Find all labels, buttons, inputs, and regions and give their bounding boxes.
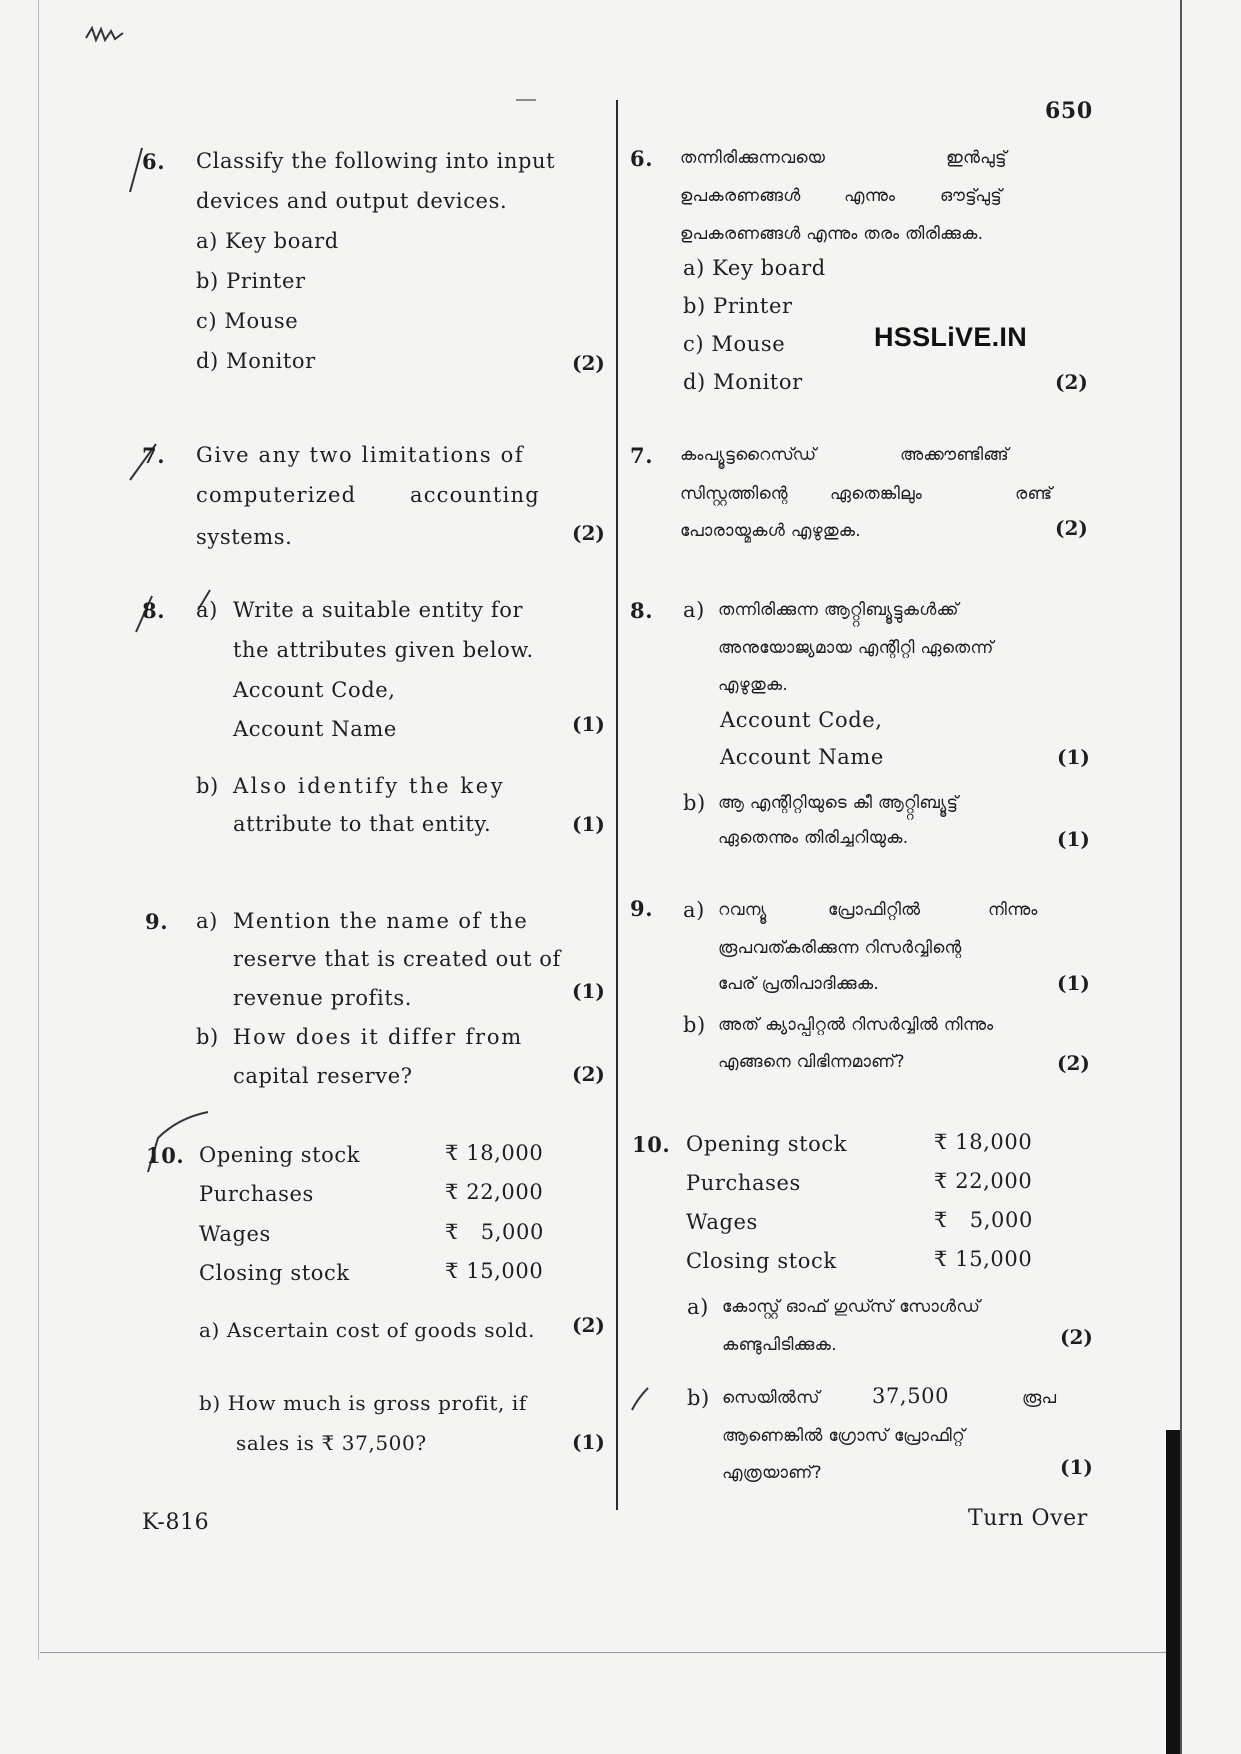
q7-text-line2a: computerized [196,483,357,507]
ml-q10-row3-amount: ₹ 5,000 [934,1208,1033,1232]
q7-text-line3: systems. [196,525,293,549]
q10b-text-line1: b) How much is gross profit, if [199,1391,527,1415]
ml-q8a-marks: (1) [1057,745,1090,769]
ml-q10-row2-amount: ₹ 22,000 [934,1169,1033,1193]
ml-q6-option-d: d) Monitor [683,370,803,394]
q10-row3-amount: ₹ 5,000 [445,1220,544,1244]
ml-q9a-marks: (1) [1057,971,1090,995]
ml-q9a-line1a: റവന്യൂ [718,900,767,920]
q10a-text: a) Ascertain cost of goods sold. [199,1318,536,1342]
q10b-text-line2: sales is ₹ 37,500? [236,1431,427,1455]
q9b-text-line1: How does it differ from [233,1025,524,1049]
q9b-text-line2: capital reserve? [233,1064,413,1088]
q10-row2-item: Purchases [199,1182,314,1206]
tick-q6-icon [130,148,142,192]
ml-q9b-marks: (2) [1057,1051,1090,1075]
ml-q7-line2c: രണ്ട് [1015,484,1053,504]
ml-q7-number: 7. [630,443,654,468]
q7-marks: (2) [572,521,605,545]
ml-q6-line2b: എന്നും [844,186,896,206]
q8b-label: b) [196,774,219,798]
ml-q8a-line2: അനുയോജ്യമായ എന്റിറ്റി ഏതെന്ന് [718,638,994,658]
footer-turn-over: Turn Over [968,1506,1088,1531]
q8b-text-line1: Also identify the key [233,774,506,798]
ml-q8a-label: a) [683,598,705,622]
ml-q6-line2c: ഔട്ട്പുട്ട് [940,186,1003,206]
ml-q9a-line1c: നിന്നും [988,900,1038,920]
ml-q8b-line1: ആ എന്റിറ്റിയുടെ കീ ആറ്റ്റിബ്യൂട്ട് [718,793,959,813]
ml-q8b-label: b) [683,791,706,815]
ml-q8a-line3: എഴുതുക. [718,675,789,695]
ml-q6-marks: (2) [1055,370,1088,394]
q10-number: 10. [146,1143,185,1168]
q9a-label: a) [196,909,218,933]
ml-q9b-line2: എങ്ങനെ വിഭിന്നമാണ്? [718,1052,905,1072]
ml-q7-line3: പോരായ്മകൾ എഴുതുക. [680,521,861,541]
ml-q10a-marks: (2) [1060,1325,1093,1349]
top-scribble-icon [86,28,123,40]
ml-q9b-line1: അത് ക്യാപ്പിറ്റൽ റിസർവ്വിൽ നിന്നും [718,1015,994,1035]
ml-q7-line2b: ഏതെങ്കിലും [830,484,923,504]
ml-q7-line1a: കംപ്യൂട്ടറൈസ്ഡ് [680,445,817,465]
q10-row1-amount: ₹ 18,000 [445,1141,544,1165]
q6-number: 6. [142,149,166,174]
q9a-text-line2: reserve that is created out of [233,947,561,971]
q9b-label: b) [196,1025,219,1049]
ml-q8-number: 8. [630,598,654,623]
ml-q8b-marks: (1) [1057,827,1090,851]
q10-row4-amount: ₹ 15,000 [445,1259,544,1283]
q6-text-line2: devices and output devices. [196,189,508,213]
ml-q6-line1a: തന്നിരിക്കുന്നവയെ [680,148,826,168]
q8a-text-line4: Account Name [233,717,397,741]
ml-q10-number: 10. [632,1132,671,1157]
ml-q6-line3: ഉപകരണങ്ങൾ എന്നും തരം തിരിക്കുക. [680,224,984,244]
ml-q9a-line1b: പ്രോഫിറ്റിൽ [828,900,921,920]
q10b-marks: (1) [572,1430,605,1454]
watermark-logo: HSSLiVE.IN [874,322,1028,352]
q6-option-a: a) Key board [196,229,339,253]
ml-q10b-line1b: 37,500 [872,1384,950,1408]
ml-q10-row1-amount: ₹ 18,000 [934,1130,1033,1154]
ml-q10-row2-item: Purchases [686,1171,801,1195]
ml-q10a-label: a) [687,1295,709,1319]
ml-q10-row4-item: Closing stock [686,1249,837,1273]
q9-number: 9. [145,909,169,934]
q7-number: 7. [142,443,166,468]
ml-q9b-label: b) [683,1013,706,1037]
q8a-text-line3: Account Code, [233,678,396,702]
ml-q6-option-a: a) Key board [683,256,826,280]
ml-q10a-line1: കോസ്റ്റ് ഓഫ് ഗുഡ്സ് സോൾഡ് [722,1297,981,1317]
ml-q9a-line3: പേര് പ്രതിപാദിക്കുക. [718,974,880,994]
q6-option-d: d) Monitor [196,349,316,373]
ml-q6-number: 6. [630,146,654,171]
q8-number: 8. [142,598,166,623]
q6-option-b: b) Printer [196,269,306,293]
ml-q10-row4-amount: ₹ 15,000 [934,1247,1033,1271]
ml-q10-row1-item: Opening stock [686,1132,848,1156]
q7-text-line2b: accounting [410,483,540,507]
q6-text-line1: Classify the following into input [196,149,556,173]
q9a-text-line3: revenue profits. [233,986,413,1010]
q7-text-line1: Give any two limitations of [196,443,525,467]
ml-q9-number: 9. [630,896,654,921]
q8a-text-line2: the attributes given below. [233,638,534,662]
ml-q6-option-c: c) Mouse [683,332,786,356]
ml-q6-line2a: ഉപകരണങ്ങൾ [680,186,801,206]
q10-row1-item: Opening stock [199,1143,361,1167]
ml-q10b-line2: ആണെങ്കിൽ ഗ്രോസ് പ്രോഫിറ്റ് [722,1426,966,1446]
ml-q10b-line1c: രൂപ [1022,1388,1057,1408]
ml-q7-line1b: അക്കൗണ്ടിങ്ങ് [900,445,1009,465]
ml-q7-line2a: സിസ്റ്റത്തിന്റെ [680,484,788,504]
footer-code: K-816 [142,1510,210,1535]
page-number: 650 [1045,98,1093,124]
ml-q9a-line2: രൂപവത്കരിക്കുന്ന റിസർവ്വിന്റെ [718,938,962,958]
q9b-marks: (2) [572,1062,605,1086]
ml-q9a-label: a) [683,898,705,922]
ml-q10b-label: b) [687,1386,710,1410]
ml-q10a-line2: കണ്ടുപിടിക്കുക. [722,1335,837,1355]
ml-q10-row3-item: Wages [686,1210,758,1234]
q10-row2-amount: ₹ 22,000 [445,1180,544,1204]
ml-q8a-line4: Account Code, [720,708,883,732]
q8a-marks: (1) [572,712,605,736]
q9a-marks: (1) [572,979,605,1003]
ml-q8a-line1: തന്നിരിക്കുന്ന ആറ്റ്റിബ്യൂട്ടുകൾക്ക് [718,600,959,620]
ml-q7-marks: (2) [1055,516,1088,540]
q6-marks: (2) [572,351,605,375]
q10-row4-item: Closing stock [199,1261,350,1285]
q10a-marks: (2) [572,1313,605,1337]
ml-q10b-marks: (1) [1060,1455,1093,1479]
q10-row3-item: Wages [199,1222,271,1246]
q6-option-c: c) Mouse [196,309,299,333]
q8a-label: a) [196,598,218,622]
q9a-text-line1: Mention the name of the [233,909,529,933]
ml-q8a-line5: Account Name [720,745,884,769]
ml-q10b-line3: എത്രയാണ്? [722,1463,822,1483]
q8b-marks: (1) [572,812,605,836]
ml-q8b-line2: ഏതെന്നും തിരിച്ചറിയുക. [718,828,909,848]
ml-q6-option-b: b) Printer [683,294,793,318]
tick-ml-q10-icon [632,1388,648,1410]
q8a-text-line1: Write a suitable entity for [233,598,524,622]
ml-q10b-line1a: സെയിൽസ് [722,1388,820,1408]
q8b-text-line2: attribute to that entity. [233,812,492,836]
ml-q6-line1b: ഇൻപുട്ട് [946,148,1007,168]
